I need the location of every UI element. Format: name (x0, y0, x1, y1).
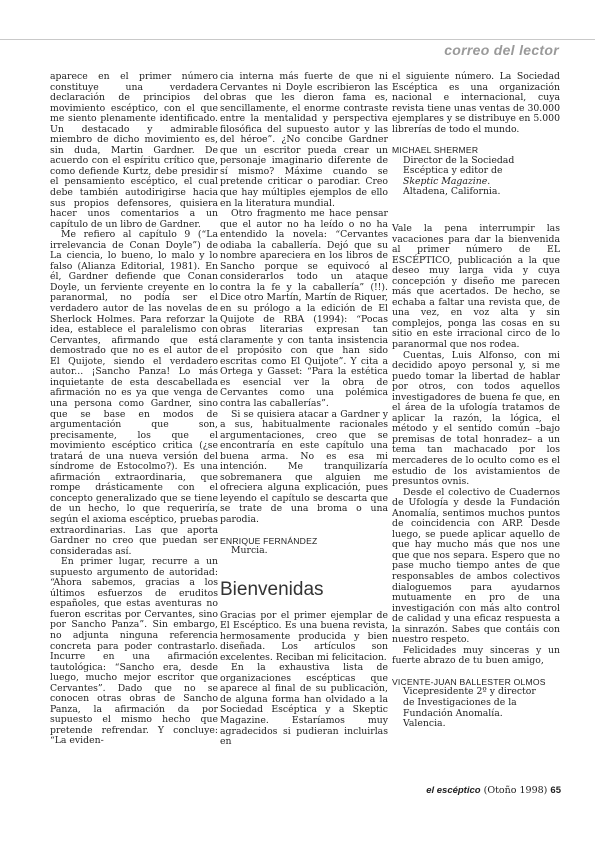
signature-line: Director de la Sociedad (403, 154, 515, 166)
signature-line: Skeptic Magazine. (403, 175, 491, 187)
paragraph: Otro fragmento me hace pensar que el autor no ha leído o no ha entendido la novela: “Cervantes odiaba la caballería. Dejó que su nombre apareciera en los libros de Sancho porque se equivocó al considerarlos todo un ataque contra la fe y la caballería” (!!). Dice otro Martín, Martín de Riquer, en su prólogo a la edición de El Quijote de RBA (1994): “Pocas obras literarias expresan tan claramente y con tanta insistencia el propósito con que han sido escritas como El Quijote”. Y cita a Ortega y Gasset: “Para la estética es esencial ver la obra de Cervantes como una polémica contra las caballerías”. (220, 208, 388, 409)
signature-name: VICENTE-JUAN BALLESTER OLMOS (392, 676, 546, 687)
paragraph: En la exhaustiva lista de organizaciones escépticas que aparece al final de su publicación, de alguna forma han olvidado a la Sociedad Escéptica y a Skeptic Magazine. Estaríamos muy agradecidos si pudieran incluirlas en (220, 662, 388, 748)
paragraph: Desde el colectivo de Cuadernos de Ufología y desde la Fundación Anomalía, sentimos muchos puntos de coincidencia con ARP. Desde luego, se puede aplicar aquello de que hay mucho más que nos une que que nos separa. Espero que no pase mucho tiempo antes de que responsables de ambos colectivos dialoguemos para ayudarnos mutuamente en pro de una investigación con más alto control de calidad y una eficaz respuesta a la sinrazón. Sabes que contáis con nuestro respeto. (392, 486, 560, 646)
signature-name: MICHAEL SHERMER (392, 145, 479, 156)
signature-line: Fundación Anomalía. (403, 707, 503, 719)
paragraph: Gracias por el primer ejemplar de El Escéptico. Es una buena revista, hermosamente producida y bien diseñada. Los artículos son excelentes. Reciban mi felicitacion. (220, 609, 388, 663)
signature-name: ENRIQUE FERNÁNDEZ (220, 535, 318, 546)
signature-line: de Investigaciones de la (403, 696, 517, 708)
paragraph: Si se quisiera atacar a Gardner y a sus, habitualmente racionales argumentaciones, creo que se encontraría en este capítulo una buena arma. No es esa mi intención. Me tranquilizaría sobremanera que alguien me ofreciera alguna explicación, pues leyendo el capítulo se descarta que se trate de una broma o una parodia. (220, 408, 388, 525)
footer-issue: (Otoño 1998) (483, 785, 548, 796)
paragraph: aparece en el primer número constituye una verdadera declaración de principios del movimiento escéptico, con el que me siento plenamente identificado. Un destacado y admirable miembro de dicho movimiento es, sin duda, Martin Gardner. De acuerdo con el espíritu crítico que, como defiende Kurtz, debe presidir el pensamiento escéptico, el cual debe también autodirigirse hacia sus propios defensores, quisiera hacer unos comentarios a un capítulo de un libro de Gardner. (50, 71, 218, 230)
signature-line: Altadena, California. (403, 186, 501, 198)
signature-location: Murcia. (231, 545, 268, 557)
column-2 (220, 72, 388, 748)
page-number: 65 (550, 785, 561, 796)
letter-heading: Bienvenidas (220, 578, 324, 600)
page-footer (426, 785, 561, 796)
signature-line: Escéptica y editor de (403, 165, 503, 177)
column-1 (50, 72, 218, 747)
signature-line: Vicepresidente 2º y director (403, 686, 536, 698)
paragraph: Me refiero al capítulo 9 (“La irrelevancia de Conan Doyle”) de La ciencia, lo bueno, lo malo y lo falso (Alianza Editorial, 1981). En él, Gardner defiende que Conan Doyle, un ferviente creyente en lo paranormal, no podía ser el verdadero autor de las novelas de Sherlock Holmes. Para reforzar la idea, establece el paralelismo con Cervantes, afirmando que está demostrado que no es el autor de El Quijote, siendo el verdadero autor... ¡Sancho Panza! Lo más inquietante de esta descabellada afirmación no es ya que venga de una persona como Gardner, sino que se base en modos de argumentación que son, precisamente, los que el movimiento escéptico critica (¿se tratará de una nueva versión del síndrome de Estocolmo?). Es una afirmación extraordinaria, que rompe drásticamente con el concepto generalizado que se tiene de un hecho, lo que requeriría, según el axioma escéptico, pruebas extraordinarias. Las que aporta Gardner no creo que puedan ser consideradas así. (50, 229, 218, 557)
section-title: correo del lector (444, 42, 559, 58)
signature-line: Valencia. (403, 718, 446, 730)
header-rule (0, 39, 595, 40)
footer-magazine: el escéptico (426, 785, 481, 796)
paragraph: el siguiente número. La Sociedad Escéptica es una organización nacional e internacional, cuya revista tiene unas ventas de 30.000 ejemplares y se distribuye en 5.000 librerías de todo el mundo. (392, 71, 560, 135)
paragraph: cia interna más fuerte de que ni Cervantes ni Doyle escribieron las obras que les dieron fama es, sencillamente, el enorme contraste entre la mentalidad y perspectiva filosófica del supuesto autor y las del héroe”. ¿No concibe Gardner que un escritor pueda crear un personaje imaginario diferente de sí mismo? Máxime cuando se pretende criticar o parodiar. Creo que hay múltiples ejemplos de ello en la literatura mundial. (220, 71, 388, 209)
paragraph: En primer lugar, recurre a un supuesto argumento de autoridad: “Ahora sabemos, gracias a los últimos esfuerzos de eruditos españoles, que estas aventuras no fueron escritas por Cervantes, sino por Sancho Panza”. Sin embargo, no adjunta ninguna referencia concreta para poder contrastarlo. Incurre en una afirmación tautológica: “Sancho era, desde luego, mucho mejor escritor que Cervantes”. Dado que no se conocen otras obras de Sancho Panza, la afirmación da por supuesto el mismo hecho que pretende refrendar. Y concluye: “La eviden- (50, 556, 218, 747)
column-3 (392, 72, 560, 730)
paragraph: Felicidades muy sinceras y un fuerte abrazo de tu buen amigo, (392, 644, 560, 667)
paragraph: Vale la pena interrumpir las vacaciones para dar la bienvenida al primer número de EL ESCÉPTICO, publicación a la que deseo muy larga vida y cuya concepción y diseño me parecen más que acertados. De hecho, se echaba a faltar una revista que, de una vez, en voz alta y sin complejos, ponga las cosas en su sitio en este irracional circo de lo paranormal que nos rodea. (392, 222, 560, 350)
paragraph: Cuentas, Luis Alfonso, con mi decidido apoyo personal y, si me puedo tomar la libertad de hablar por otros, con todos aquellos investigadores de buena fe que, en el área de la ufología tratamos de aplicar la razón, la lógica, el método y el sentido común –bajo premisas de total honradez– a un tema tan machacado por los mercaderes de lo oculto como es el estudio de los avistamientos de presuntos ovnis. (392, 349, 560, 488)
